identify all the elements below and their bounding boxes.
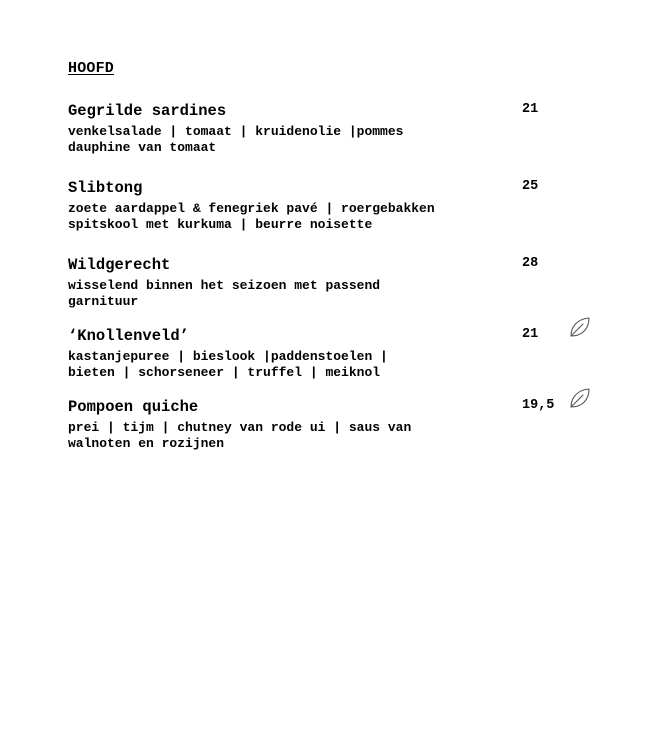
description-line: zoete aardappel & fenegriek pavé | roergebakken xyxy=(68,201,435,216)
leaf-icon xyxy=(568,386,592,410)
dish-price: 21 xyxy=(522,102,539,117)
dish-name: Gegrilde sardines xyxy=(68,102,227,120)
description-line: spitskool met kurkuma | beurre noisette xyxy=(68,217,373,232)
dish-description xyxy=(68,349,488,381)
dish-name: Pompoen quiche xyxy=(68,398,199,416)
description-line: dauphine van tomaat xyxy=(68,140,217,155)
dish-description xyxy=(68,124,488,156)
description-line: venkelsalade | tomaat | kruidenolie |pommes xyxy=(68,124,404,139)
dish-price: 21 xyxy=(522,327,539,342)
description-line: garnituur xyxy=(68,294,139,309)
description-line: walnoten en rozijnen xyxy=(68,436,225,451)
leaf-icon xyxy=(568,315,592,339)
description-line: wisselend binnen het seizoen met passend xyxy=(68,278,381,293)
description-line: kastanjepuree | bieslook |paddenstoelen | xyxy=(68,349,388,364)
dish-description xyxy=(68,420,488,452)
dish-price: 28 xyxy=(522,256,539,271)
dish-description xyxy=(68,278,488,310)
description-line: bieten | schorseneer | truffel | meiknol xyxy=(68,365,381,380)
section-heading: HOOFD xyxy=(68,60,115,77)
dish-name: Slibtong xyxy=(68,179,143,197)
dish-name: Wildgerecht xyxy=(68,256,171,274)
description-line: prei | tijm | chutney van rode ui | saus van xyxy=(68,420,412,435)
dish-description xyxy=(68,201,488,233)
dish-name: ‘Knollenveld’ xyxy=(68,327,189,345)
dish-price: 25 xyxy=(522,179,539,194)
dish-price: 19,5 xyxy=(522,398,555,413)
